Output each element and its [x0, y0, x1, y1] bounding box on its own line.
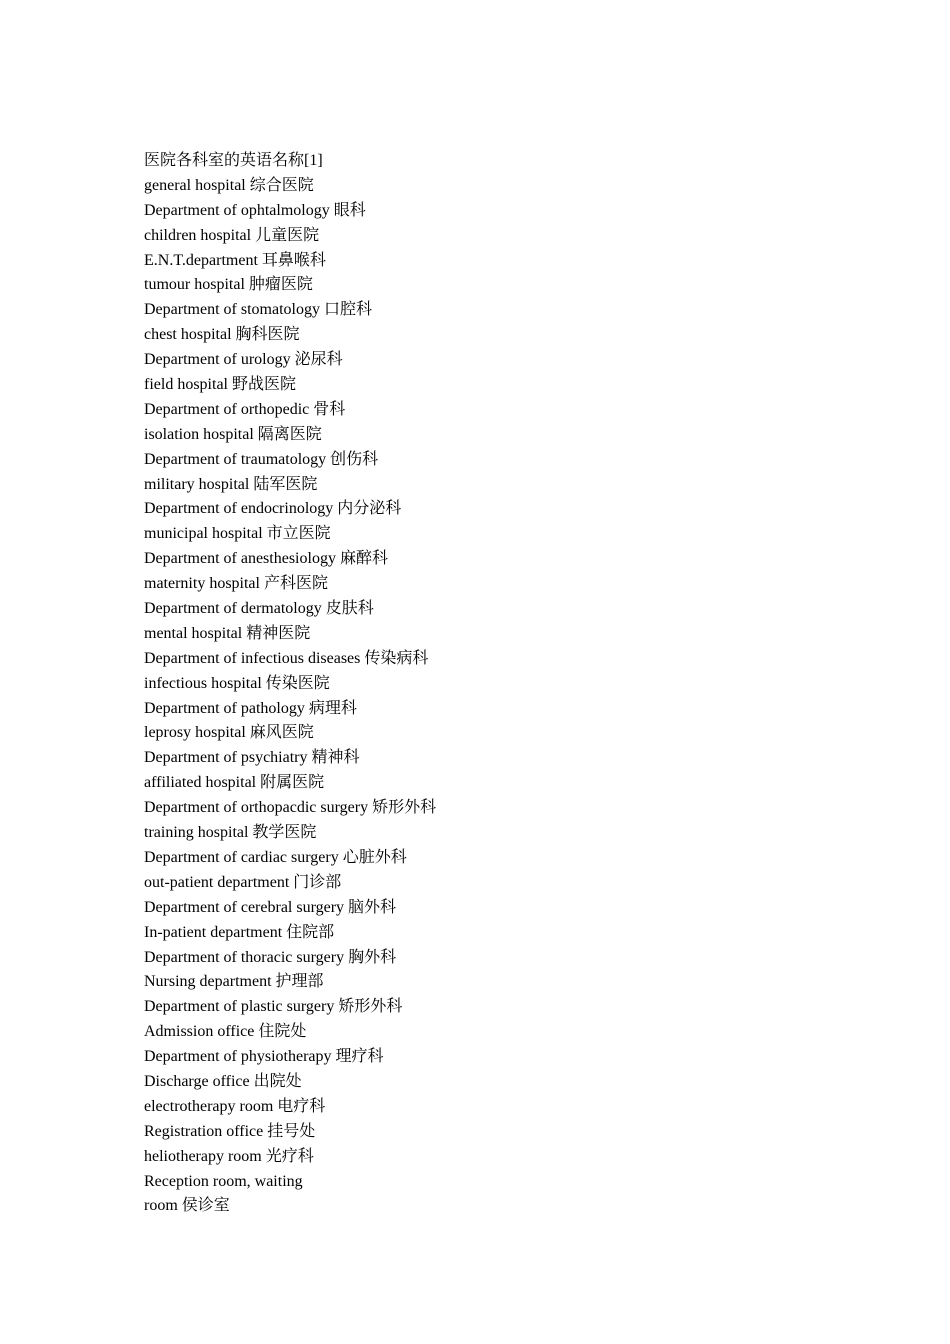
list-item: Department of ophtalmology 眼科 [144, 201, 366, 219]
list-item: Department of thoracic surgery 胸外科 [144, 948, 397, 966]
list-item: Department of pathology 病理科 [144, 699, 357, 717]
list-item: E.N.T.department 耳鼻喉科 [144, 251, 326, 269]
list-item: military hospital 陆军医院 [144, 475, 318, 493]
list-item: chest hospital 胸科医院 [144, 326, 300, 344]
list-item: general hospital 综合医院 [144, 176, 314, 194]
list-item: Nursing department 护理部 [144, 973, 324, 991]
list-item: isolation hospital 隔离医院 [144, 425, 322, 443]
list-item: In-patient department 住院部 [144, 923, 335, 941]
list-item: affiliated hospital 附属医院 [144, 774, 325, 792]
list-item: Admission office 住院处 [144, 1023, 307, 1041]
list-item: Department of physiotherapy 理疗科 [144, 1048, 384, 1066]
list-item: Department of anesthesiology 麻醉科 [144, 550, 388, 568]
list-item: Department of psychiatry 精神科 [144, 749, 360, 767]
list-item: out-patient department 门诊部 [144, 873, 342, 891]
list-item: room 侯诊室 [144, 1197, 230, 1215]
list-item: Department of cardiac surgery 心脏外科 [144, 848, 407, 866]
list-item: Department of orthopacdic surgery 矫形外科 [144, 799, 437, 817]
list-item: Department of urology 泌尿科 [144, 351, 343, 369]
list-item: electrotherapy room 电疗科 [144, 1097, 326, 1115]
list-item: Department of infectious diseases 传染病科 [144, 649, 429, 667]
list-item: Department of plastic surgery 矫形外科 [144, 998, 403, 1016]
list-item: Department of orthopedic 骨科 [144, 400, 346, 418]
list-item: tumour hospital 肿瘤医院 [144, 276, 313, 294]
list-item: Department of dermatology 皮肤科 [144, 600, 374, 618]
list-item: Department of stomatology 口腔科 [144, 301, 372, 319]
list-item: Department of traumatology 创伤科 [144, 450, 379, 468]
list-item: children hospital 儿童医院 [144, 226, 320, 244]
list-item: maternity hospital 产科医院 [144, 575, 328, 593]
list-item: Registration office 挂号处 [144, 1122, 316, 1140]
list-item: Department of cerebral surgery 脑外科 [144, 898, 397, 916]
list-item: infectious hospital 传染医院 [144, 674, 330, 692]
list-item: field hospital 野战医院 [144, 376, 296, 394]
document-title: 医院各科室的英语名称[1] [144, 152, 323, 169]
list-item: training hospital 教学医院 [144, 824, 317, 842]
list-item: Department of endocrinology 内分泌科 [144, 500, 402, 518]
document-body [144, 149, 844, 1219]
list-item: Reception room, waiting [144, 1172, 303, 1190]
list-item: Discharge office 出院处 [144, 1072, 302, 1090]
list-item: municipal hospital 市立医院 [144, 525, 331, 543]
list-item: heliotherapy room 光疗科 [144, 1147, 314, 1165]
list-item: mental hospital 精神医院 [144, 624, 311, 642]
list-item: leprosy hospital 麻风医院 [144, 724, 314, 742]
